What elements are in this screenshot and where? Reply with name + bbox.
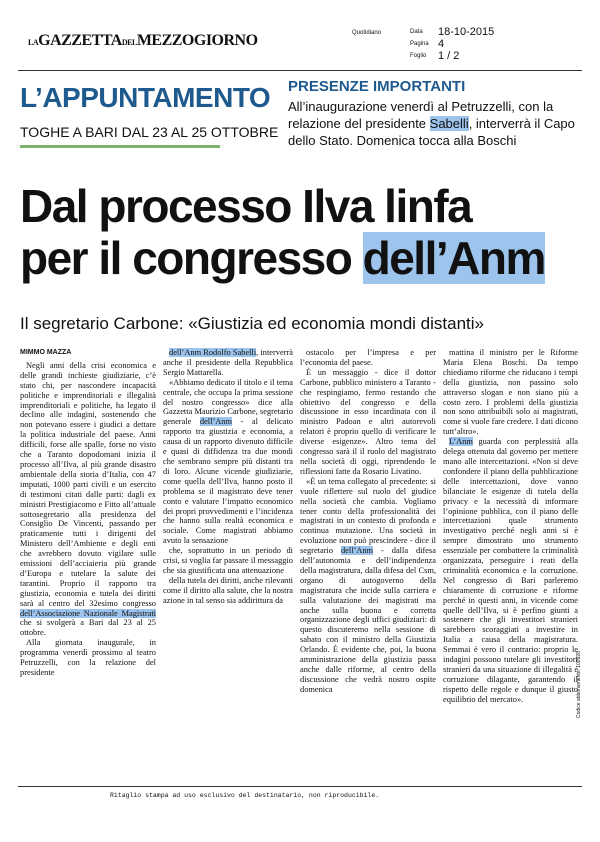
col2-paragraph-4: della tutela dei diritti, anche rilevanti come il diritto alla salute, che la nostra azione in tal senso sia addirittura da <box>163 575 293 605</box>
article-column-1 <box>20 348 156 678</box>
col4-p2-highlight: L’Anm <box>449 437 473 447</box>
section-subkicker: TOGHE A BARI DAL 23 AL 25 OTTOBRE <box>20 124 279 140</box>
article-column-3 <box>300 348 436 695</box>
newspaper-masthead <box>28 32 258 50</box>
headline-line1: Dal processo Ilva linfa <box>20 180 472 232</box>
col2-paragraph-2 <box>163 378 293 546</box>
col4-paragraph-1: mattina il ministro per le Riforme Maria Elena Boschi. Da tempo chiediamo riforme che riducano i tempi della giustizia, non passino solo attraverso slogan e non siano più a costo zero. I problemi della giustizia non sono attribuibili solo ai magistrati, come si vuole fare credere. I dati dicono tutt’altro». <box>443 348 578 437</box>
col1-paragraph-2: Alla giornata inaugurale, in programma venerdì prossimo al teatro Petruzzelli, con la relazione del presidente <box>20 638 156 677</box>
date-value: 18-10-2015 <box>438 26 495 38</box>
col2-p2-highlight: dell’Anm <box>199 417 233 427</box>
section-kicker: L’APPUNTAMENTO <box>20 82 271 113</box>
box-title: PRESENZE IMPORTANTI <box>288 78 466 95</box>
byline: MIMMO MAZZA <box>20 349 72 356</box>
subheadline: Il segretario Carbone: «Giustizia ed economia mondi distanti» <box>20 314 484 333</box>
col1-paragraph-1 <box>20 361 156 638</box>
sheet-label: Foglio <box>410 53 427 59</box>
col3-p3-highlight: dell’Anm <box>340 546 374 556</box>
box-text <box>288 98 578 149</box>
col3-p3-text-b: - dalla difesa dell’autonomia e dell’indipendenza della magistratura, dalla difesa del Csm, organo di autogoverno della magistratura che incide sulla carriera e sulla valutazione dei magistrati ma anche sulla buona e corretta organizzazione degli uffici giudiziari: di questo discuteremo nella sessione di sabato con il ministro della Giustizia Orlando. È evidente che, poi, la buona amministrazione della giustizia passa anche dalle riforme, al centro della discussione che vedrà nostro ospite domenica <box>300 546 436 694</box>
col1-p1-text: Negli anni della crisi economica e delle grandi inchieste giudiziarie, c’è stato chi, per nascondere incapacità politiche e imprenditoriali e illegalità imprenditoriali e politiche, ha legato il declino alle indagini, sostenendo che non potevano essere i giudici a dettare la politica industriale del paese. Anni difficili, forse alle spalle, forse no visto che a Taranto dopodomani inizia il processo all’Ilva, al più grande disastro ambientale della storia d’Italia, con 47 imputati, 1000 parti civili e un esercito di testimoni citati dalle parti: dagli ex ministri Prestigiacomo e Fitto all’attuale sottosegretario alla presidenza del Consiglio De Vincenti, passando per praticamente tutti i dirigenti del Ministero dell’Ambiente e degli enti che avrebbero dovuto vigilare sulle emissioni dell’acciaieria più grande d’Europa e tutelare la salute dei tarantini. Proprio il rapporto tra giustizia, economia e tutela dei diritti sarà al centro del 32esimo congresso <box>20 360 156 608</box>
headline-line2 <box>20 232 580 284</box>
col1-p1-end: che si svolgerà a Bari dal 23 al 25 ottobre. <box>20 618 156 638</box>
col2-paragraph-1 <box>163 348 293 378</box>
clipping-meta <box>410 26 524 62</box>
headline-highlight: dell’Anm <box>362 232 545 284</box>
date-label: Data <box>410 29 423 35</box>
col3-p3-text-a: «È un tema collegato al precedente: si vuole riflettere sul ruolo del giudice nella società che cambia. Vogliamo tener conto della professionalità dei magistrati in un contesto di profonda e continua mutazione. Una società in evoluzione non può prescindere - dice il segretario <box>300 476 436 556</box>
masthead-name1: GAZZETTA <box>38 32 122 49</box>
article-column-2 <box>163 348 293 606</box>
col3-paragraph-3 <box>300 477 436 695</box>
masthead-pre: LA <box>28 38 39 47</box>
headline-line2a: per il congresso <box>20 232 363 284</box>
page-value: 4 <box>438 38 445 50</box>
clipping-footer: Ritaglio stampa ad uso esclusivo del destinatario, non riproducibile. <box>110 792 380 799</box>
page-label: Pagina <box>410 41 429 47</box>
col3-paragraph-2: È un messaggio - dice il dottor Carbone, pubblico ministero a Taranto - che respingiamo, fermo restando che obiettivo del congresso e della discussione in esso incardinata con il ministro Padoan e altri autorevoli relatori è proprio quello di verificare le diverse esigenze». Altro tema del congresso sarà il il ruolo del magistrato nella società di oggi, riprendendo le riflessioni fatte da Rosario Livatino. <box>300 367 436 476</box>
subscription-code: Codice abbonamento: 102628 <box>576 651 582 718</box>
kicker-underline <box>20 145 220 148</box>
header-rule <box>18 70 582 71</box>
col2-p2-text-b: - al delicato rapporto tra giustizia e economia, a causa di un rapporto divenuto difficile e quasi di diffidenza tra due mondi che sembrano sempre più distanti tra di loro. Alcune vicende giudiziarie, come quella dell’Ilva, hanno posto il problema se il magistrato deve tener conto e valutare l’impatto economico dei propri provvedimenti e l’incidenza che hanno sulla realtà economica e sociale. Come magistrati abbiamo avuto la sensazione <box>163 417 293 546</box>
col4-p2-text: guarda con perplessità alla delega ottenuta dal governo per mettere mano alle intercettazioni. «Non si deve confondere il piano della pubblicazione delle intercettazioni, dove vanno bilanciate le esigenze di tutela della privacy e la necessità di informare l’opinione pubblica, con il piano delle intercettazioni quale strumento investigativo perché negli anni si è sempre dimostrato uno strumento essenziale per combattere la criminalità organizzata, perseguire i reati della criminalità economica e la corruzione. Nel congresso di Bari parleremo chiaramente di corruzione e riforme perché in questi anni, in vicende come quelle dell’Ilva, si è perfino giunti a sostenere che gli investitori stranieri sarebbero scoraggiati a investire in Italia a causa della magistratura. Semmai è vero il contrario: proprio le indagini possono tutelare gli investitori stranieri da una situazione di illegalità e corruzione dilagante, garantendo il rispetto delle regole e dunque il giusto equilibrio del mercato». <box>443 437 578 704</box>
box-text-a: All’inaugurazione venerdì al Petruzzelli, con la relazione del presidente <box>288 99 554 131</box>
masthead-name2: MEZZOGIORNO <box>136 32 258 49</box>
box-text-b: , interverrà il Capo dello Stato. Domenica tocca alla Boschi <box>288 116 575 148</box>
masthead-mid: DEL <box>121 38 137 47</box>
sheet-value: 1 / 2 <box>438 50 460 62</box>
col3-paragraph-1: ostacolo per l’impresa e per l’economia del paese. <box>300 348 436 367</box>
headline <box>20 180 580 284</box>
col2-paragraph-3: che, soprattutto in un periodo di crisi, si voglia far passare il messaggio che sia giustificata una attenuazione <box>163 546 293 575</box>
article-column-4 <box>443 348 578 705</box>
col2-p1-text: , interverrà anche il presidente della Repubblica Sergio Mattarella. <box>163 348 293 377</box>
col4-paragraph-2 <box>443 437 578 704</box>
source-type: Quotidiano <box>352 30 382 36</box>
col1-p1-highlight: dell’Associazione Nazionale Magistrati <box>20 608 156 618</box>
col2-p2-text-a: «Abbiamo dedicato il titolo e il tema centrale, che occupa la prima sessione del nostro congresso» dice alla Gazzetta Maurizio Carbone, segretario generale <box>163 377 293 427</box>
col2-p1-highlight: dell’Anm Rodolfo Sabelli <box>169 348 257 357</box>
footer-rule <box>18 786 582 787</box>
box-text-highlight: Sabelli <box>429 116 469 131</box>
